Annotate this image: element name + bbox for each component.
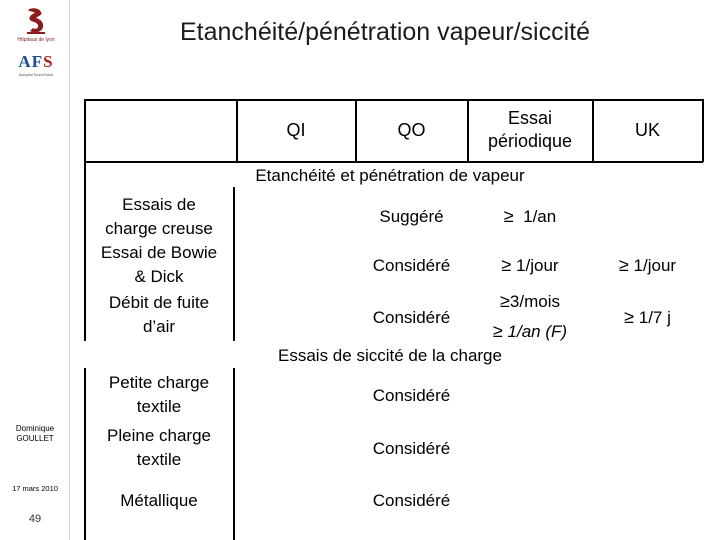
pleine-qo-value: Considéré [372, 439, 451, 458]
row-label-metal: Métallique [120, 491, 198, 510]
logo-top-caption: Hôpitaux de lyon [17, 37, 55, 43]
row-label-pleine-line1: Pleine charge [107, 426, 211, 445]
fuite-uk-text: 1/7 j [638, 308, 671, 327]
row-label-creuse-line1: Essais de [122, 195, 196, 214]
fuite-qo-value: Considéré [372, 308, 451, 327]
bowie-qo-value: Considéré [372, 256, 451, 275]
ge-symbol: ≥ [501, 255, 512, 275]
author-first-name: Dominique [15, 424, 55, 433]
header-qi: QI [286, 120, 306, 140]
bowie-uk-text: 1/jour [633, 256, 677, 275]
header-uk: UK [634, 120, 660, 140]
afs-logo-text: AFS [18, 52, 54, 71]
fuite-essai-text-1: 3/mois [509, 292, 560, 311]
row-label-fuite-line2: d’air [142, 317, 176, 336]
row-label-bowie-line1: Essai de Bowie [100, 243, 218, 262]
fuite-essai-value-line1 [468, 290, 592, 313]
bowie-essai-value [468, 254, 592, 277]
creuse-essai-text: 1/an [523, 207, 557, 226]
header-essai-line2: périodique [487, 131, 573, 151]
row-label-fuite-line1: Débit de fuite [108, 293, 210, 312]
bowie-essai-text: 1/jour [516, 256, 559, 275]
ge-symbol: ≥ [503, 206, 514, 226]
header-essai-line1: Essai [507, 108, 552, 128]
ge-symbol: ≥ [500, 291, 510, 311]
section-title-etancheite: Etanchéité et pénétration de vapeur [255, 166, 525, 185]
ge-symbol: ≥ [492, 321, 503, 341]
presentation-date: 17 mars 2010 [12, 484, 58, 493]
table-label-col-right-2 [233, 368, 235, 540]
ge-symbol: ≥ [624, 307, 634, 327]
row-label-petite-line1: Petite charge [108, 373, 210, 392]
slide-title: Etanchéité/pénétration vapeur/siccité [180, 18, 590, 46]
table-border-right [702, 99, 704, 162]
row-label-pleine-line2: textile [136, 450, 182, 469]
row-label-petite-line2: textile [136, 397, 182, 416]
table-label-col-right-1 [233, 187, 235, 341]
row-label-creuse-line2: charge creuse [105, 219, 213, 238]
page-number: 49 [28, 513, 42, 525]
fuite-essai-text-2: 1/an (F) [507, 322, 568, 341]
row-label-bowie-line2: & Dick [134, 267, 184, 286]
author-last-name: GOULLET [16, 434, 54, 443]
header-qo: QO [397, 120, 426, 140]
table-border-top [84, 99, 703, 101]
petite-qo-value: Considéré [372, 386, 451, 405]
afs-logo-caption: Aseptis/Tours/Saint [18, 72, 54, 77]
section-title-siccite: Essais de siccité de la charge [278, 346, 502, 365]
metal-qo-value: Considéré [372, 491, 451, 510]
creuse-essai-value [468, 205, 592, 228]
table-divider-header [84, 161, 703, 163]
fuite-essai-value-line2 [468, 320, 592, 343]
ge-symbol: ≥ [618, 255, 629, 275]
table-border-left [84, 99, 86, 187]
bowie-uk-value [593, 254, 702, 277]
creuse-qo-value: Suggéré [379, 207, 444, 226]
fuite-uk-value [593, 306, 702, 329]
